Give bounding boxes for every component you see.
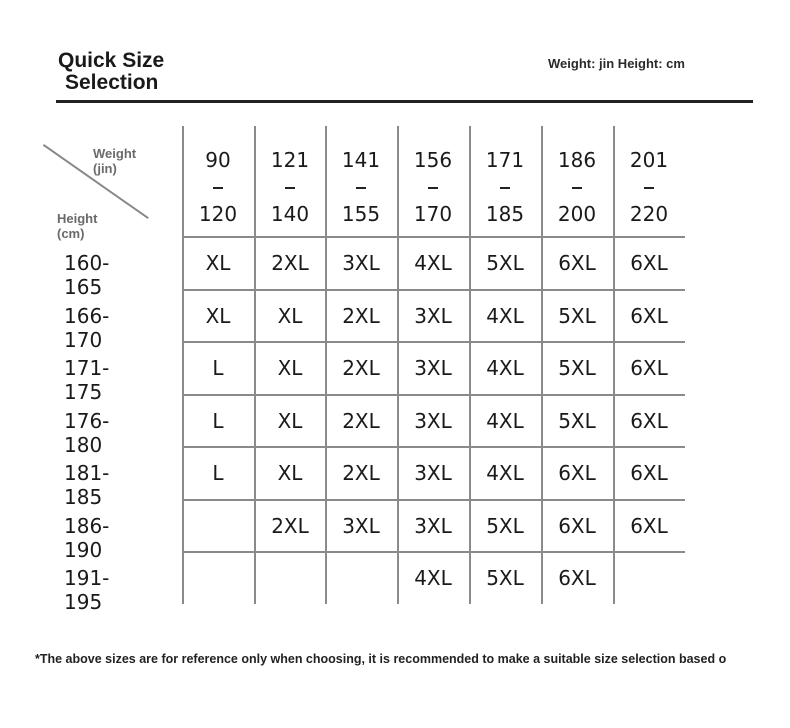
weight-range-to: 155 [341, 202, 381, 226]
page-title [58, 50, 164, 94]
size-cell: 2XL [342, 356, 380, 380]
size-cell: 4XL [486, 303, 524, 328]
size-cell: 5XL [558, 408, 596, 433]
size-cell: 6XL [630, 251, 668, 275]
size-cell: 6XL [558, 513, 596, 538]
size-cell: 6XL [630, 408, 668, 433]
height-range-label: 176-180 [64, 408, 110, 457]
size-cell: 2XL [342, 461, 380, 485]
size-cell: 4XL [486, 356, 524, 380]
title-line-1: Quick Size [58, 49, 165, 72]
weight-range-from: 171 [485, 148, 525, 172]
size-cell: 3XL [414, 303, 452, 328]
size-cell: 6XL [630, 513, 668, 538]
weight-range-to: 185 [485, 202, 525, 226]
title-line-2: Selection [65, 71, 159, 94]
range-dash [356, 187, 366, 189]
range-dash [572, 187, 582, 189]
size-cell: XL [277, 303, 303, 328]
weight-range-to: 140 [270, 202, 310, 226]
height-range-label: 160-165 [64, 251, 110, 299]
weight-range-to: 220 [629, 202, 669, 226]
units-label: Weight: jin Height: cm [548, 56, 685, 71]
weight-range-from: 121 [270, 148, 310, 172]
size-cell: 3XL [414, 356, 452, 380]
size-cell: 4XL [414, 251, 452, 275]
size-cell: XL [277, 408, 303, 433]
size-cell: 5XL [486, 251, 524, 275]
size-cell: L [212, 356, 224, 380]
range-dash [213, 187, 223, 189]
weight-range-from: 201 [629, 148, 669, 172]
footnote: *The above sizes are for reference only when choosing, it is recommended to make a suitable size selection based o [35, 652, 727, 666]
corner-height-label: Height (cm) [57, 211, 98, 241]
range-dash [500, 187, 510, 189]
size-cell: 2XL [342, 408, 380, 433]
row-divider [182, 341, 685, 343]
size-cell: 2XL [271, 251, 309, 275]
size-cell: 3XL [414, 513, 452, 538]
range-dash [285, 187, 295, 189]
range-dash [644, 187, 654, 189]
size-cell: 5XL [486, 566, 524, 590]
row-divider [182, 446, 685, 448]
corner-weight-label: Weight (jin) [93, 146, 137, 176]
weight-range-from: 90 [205, 148, 231, 172]
size-cell: XL [205, 251, 231, 275]
size-cell: 6XL [630, 356, 668, 380]
size-cell: L [212, 461, 224, 485]
size-cell: 4XL [414, 566, 452, 590]
weight-range-from: 186 [557, 148, 597, 172]
title-divider [56, 100, 753, 103]
height-range-label: 166-170 [64, 303, 110, 352]
height-range-label: 171-175 [64, 356, 110, 404]
height-range-label: 191-195 [64, 566, 110, 614]
size-cell: XL [277, 356, 303, 380]
size-cell: XL [205, 303, 231, 328]
size-cell: 6XL [558, 461, 596, 485]
size-cell: 6XL [630, 303, 668, 328]
row-divider [182, 551, 685, 553]
range-dash [428, 187, 438, 189]
size-cell: 3XL [414, 461, 452, 485]
height-range-label: 186-190 [64, 513, 110, 562]
size-cell: 2XL [271, 513, 309, 538]
size-cell: 3XL [342, 251, 380, 275]
row-divider [182, 289, 685, 291]
row-divider [182, 394, 685, 396]
weight-range-from: 156 [413, 148, 453, 172]
size-cell: 5XL [558, 356, 596, 380]
size-cell: 3XL [414, 408, 452, 433]
size-cell: 2XL [342, 303, 380, 328]
size-cell: 6XL [630, 461, 668, 485]
size-cell: 4XL [486, 408, 524, 433]
height-range-label: 181-185 [64, 461, 110, 509]
weight-range-to: 120 [198, 202, 238, 226]
weight-range-to: 200 [557, 202, 597, 226]
size-cell: 4XL [486, 461, 524, 485]
size-cell: XL [277, 461, 303, 485]
size-cell: 5XL [558, 303, 596, 328]
size-cell: 6XL [558, 251, 596, 275]
size-cell: 3XL [342, 513, 380, 538]
size-cell: 5XL [486, 513, 524, 538]
weight-range-to: 170 [413, 202, 453, 226]
row-divider [182, 499, 685, 501]
size-cell: L [212, 408, 224, 433]
row-divider [182, 236, 685, 238]
weight-range-from: 141 [341, 148, 381, 172]
size-cell: 6XL [558, 566, 596, 590]
